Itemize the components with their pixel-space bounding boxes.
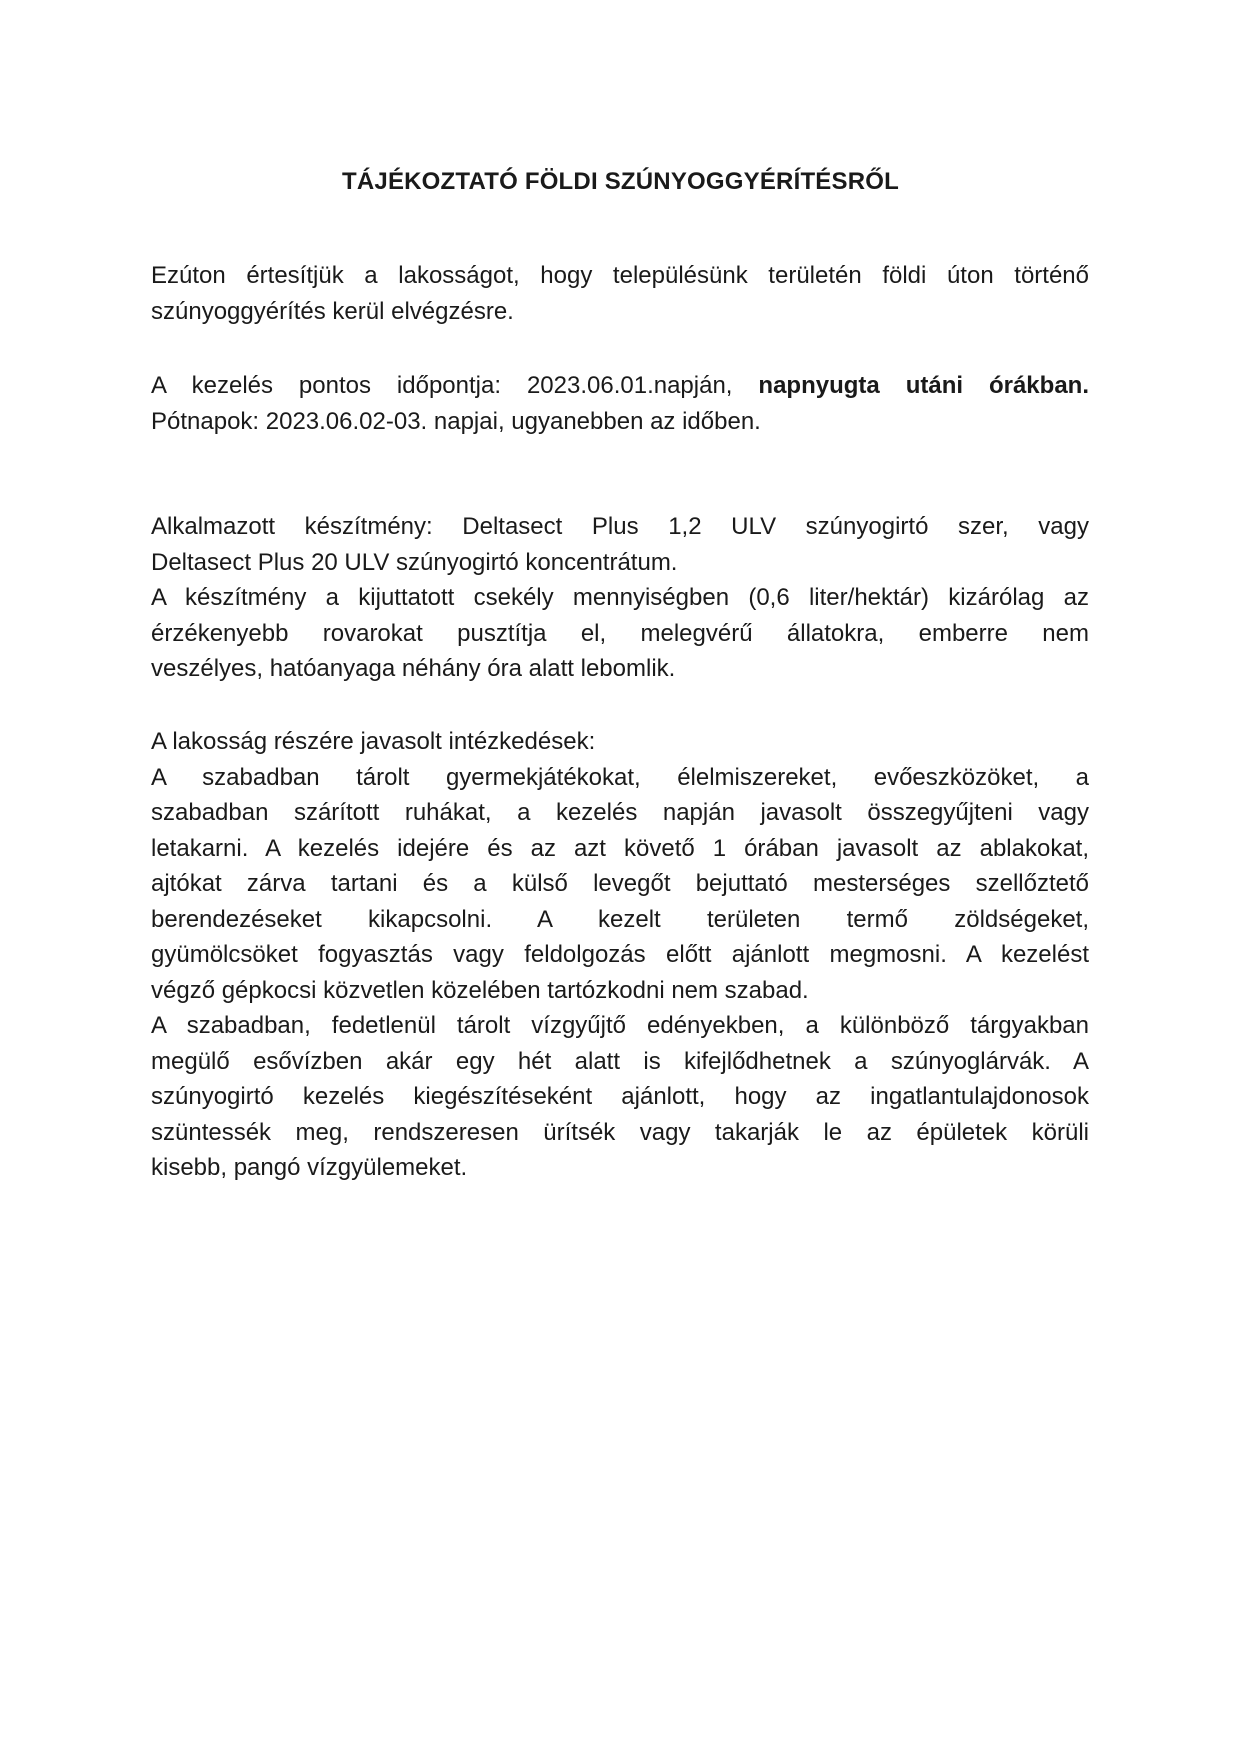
schedule-paragraph <box>151 368 1089 439</box>
schedule-line-1 <box>151 368 1089 404</box>
intro-line-2: szúnyoggyérítés kerül elvégzésre. <box>151 297 514 325</box>
measures-line-8: végző gépkocsi közvetlen közelében tartózkodni nem szabad. <box>151 976 809 1004</box>
product-line-1: Alkalmazott készítmény: Deltasect Plus 1,2 ULV szúnyogirtó szer, vagy <box>151 513 1089 540</box>
product-line-4: érzékenyebb rovarokat pusztítja el, melegvérű állatokra, emberre nem <box>151 619 1089 647</box>
measures-line-11: szúnyogirtó kezelés kiegészítéseként ajánlott, hogy az ingatlantulajdonosok <box>151 1083 1089 1110</box>
schedule-date-text: A kezelés pontos időpontja: 2023.06.01.napján, <box>151 372 759 399</box>
measures-line-5: ajtókat zárva tartani és a külső levegőt bejuttató mesterséges szellőztető <box>151 870 1089 897</box>
product-paragraph <box>151 509 1089 687</box>
intro-paragraph <box>151 258 1089 329</box>
intro-line-1: Ezúton értesítjük a lakosságot, hogy településünk területén földi úton történő <box>151 262 1089 289</box>
measures-line-3: szabadban szárított ruhákat, a kezelés napján javasolt összegyűjteni vagy <box>151 799 1089 826</box>
measures-line-12: szüntessék meg, rendszeresen ürítsék vagy takarják le az épületek körüli <box>151 1118 1089 1146</box>
measures-line-6: berendezéseket kikapcsolni. A kezelt területen termő zöldségeket, <box>151 905 1089 933</box>
measures-paragraph <box>151 724 1089 1186</box>
measures-line-7: gyümölcsöket fogyasztás vagy feldolgozás előtt ajánlott megmosni. A kezelést <box>151 941 1089 968</box>
measures-line-2: A szabadban tárolt gyermekjátékokat, élelmiszereket, evőeszközöket, a <box>151 763 1089 791</box>
schedule-time-bold: napnyugta utáni órákban. <box>758 372 1089 399</box>
measures-line-9: A szabadban, fedetlenül tárolt vízgyűjtő edényekben, a különböző tárgyakban <box>151 1012 1089 1039</box>
product-line-3: A készítmény a kijuttatott csekély mennyiségben (0,6 liter/hektár) kizárólag az <box>151 584 1089 611</box>
product-line-2: Deltasect Plus 20 ULV szúnyogirtó koncentrátum. <box>151 548 678 576</box>
schedule-line-2: Pótnapok: 2023.06.02-03. napjai, ugyanebben az időben. <box>151 407 761 435</box>
document-title: TÁJÉKOZTATÓ FÖLDI SZÚNYOGGYÉRÍTÉSRŐL <box>342 168 899 195</box>
product-line-5: veszélyes, hatóanyaga néhány óra alatt lebomlik. <box>151 655 676 682</box>
measures-line-10: megülő esővízben akár egy hét alatt is kifejlődhetnek a szúnyoglárvák. A <box>151 1047 1089 1075</box>
measures-heading: A lakosság részére javasolt intézkedések: <box>151 728 596 755</box>
measures-line-4: letakarni. A kezelés idejére és az azt követő 1 órában javasolt az ablakokat, <box>151 834 1089 862</box>
measures-line-13: kisebb, pangó vízgyülemeket. <box>151 1154 468 1181</box>
